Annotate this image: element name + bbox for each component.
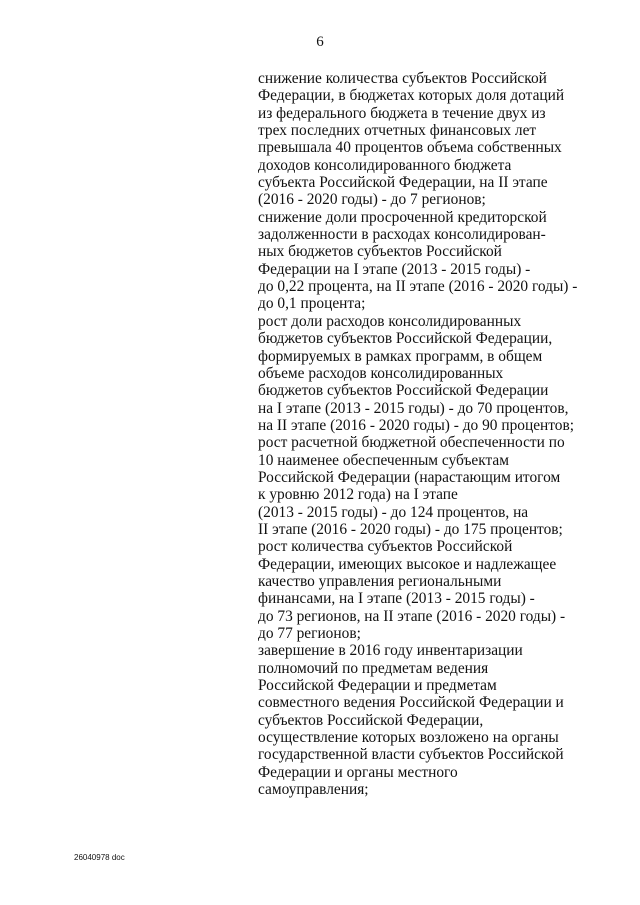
text-line: 10 наименее обеспеченным субъектам — [258, 451, 509, 469]
text-line: полномочий по предметам ведения — [258, 659, 489, 677]
text-line: бюджетов субъектов Российской Федерации — [258, 382, 549, 400]
text-line: объеме расходов консолидированных — [258, 364, 504, 382]
text-line: на II этапе (2016 - 2020 годы) - до 90 процентов; — [258, 416, 575, 434]
text-line: качество управления региональными — [258, 572, 502, 590]
text-line: задолженности в расходах консолидирован- — [258, 226, 546, 244]
text-line: до 77 регионов; — [258, 625, 361, 642]
body-text — [258, 70, 578, 799]
footer-filename: 26040978 doc — [74, 853, 125, 862]
text-line: бюджетов субъектов Российской Федерации, — [258, 330, 553, 348]
text-line: снижение количества субъектов Российской — [258, 70, 547, 87]
text-line: государственной власти субъектов Российской — [258, 746, 564, 764]
page-number: 6 — [316, 34, 324, 50]
text-line: (2016 - 2020 годы) - до 7 регионов; — [258, 191, 486, 209]
text-line: до 73 регионов, на II этапе (2016 - 2020 годы) - — [258, 607, 566, 625]
text-line: трех последних отчетных финансовых лет — [258, 122, 537, 140]
text-line: (2013 - 2015 годы) - до 124 процентов, на — [258, 503, 529, 521]
text-line: завершение в 2016 году инвентаризации — [258, 642, 523, 660]
text-line: II этапе (2016 - 2020 годы) - до 175 процентов; — [258, 520, 563, 538]
text-line: к уровню 2012 года) на I этапе — [258, 486, 458, 504]
text-line: до 0,22 процента, на II этапе (2016 - 2020 годы) - — [258, 278, 578, 296]
text-line: рост доли расходов консолидированных — [258, 312, 522, 330]
text-line: рост количества субъектов Российской — [258, 538, 513, 556]
text-line: осуществление которых возложено на органы — [258, 729, 559, 747]
text-line: совместного ведения Российской Федерации и — [258, 694, 564, 712]
text-line: рост расчетной бюджетной обеспеченности по — [258, 434, 565, 452]
text-line: Федерации на I этапе (2013 - 2015 годы) - — [258, 260, 531, 278]
text-line: Федерации, имеющих высокое и надлежащее — [258, 555, 557, 573]
text-line: из федерального бюджета в течение двух из — [258, 104, 546, 122]
text-line: на I этапе (2013 - 2015 годы) - до 70 процентов, — [258, 399, 569, 417]
text-line: Федерации, в бюджетах которых доля дотаций — [258, 87, 565, 105]
text-line: финансами, на I этапе (2013 - 2015 годы) - — [258, 590, 535, 608]
text-line: субъектов Российской Федерации, — [258, 711, 484, 729]
text-line: формируемых в рамках программ, в общем — [258, 347, 543, 365]
text-line: Федерации и органы местного — [258, 763, 458, 781]
text-line: доходов консолидированного бюджета — [258, 156, 512, 174]
text-line: самоуправления; — [258, 781, 369, 799]
text-line: субъекта Российской Федерации, на II этапе — [258, 174, 548, 192]
text-line: превышала 40 процентов объема собственных — [258, 139, 562, 157]
text-line: снижение доли просроченной кредиторской — [258, 208, 547, 226]
text-line: Российской Федерации и предметам — [258, 677, 497, 695]
text-line: до 0,1 процента; — [258, 295, 366, 313]
text-line: ных бюджетов субъектов Российской — [258, 243, 502, 261]
text-line: Российской Федерации (нарастающим итогом — [258, 468, 561, 486]
